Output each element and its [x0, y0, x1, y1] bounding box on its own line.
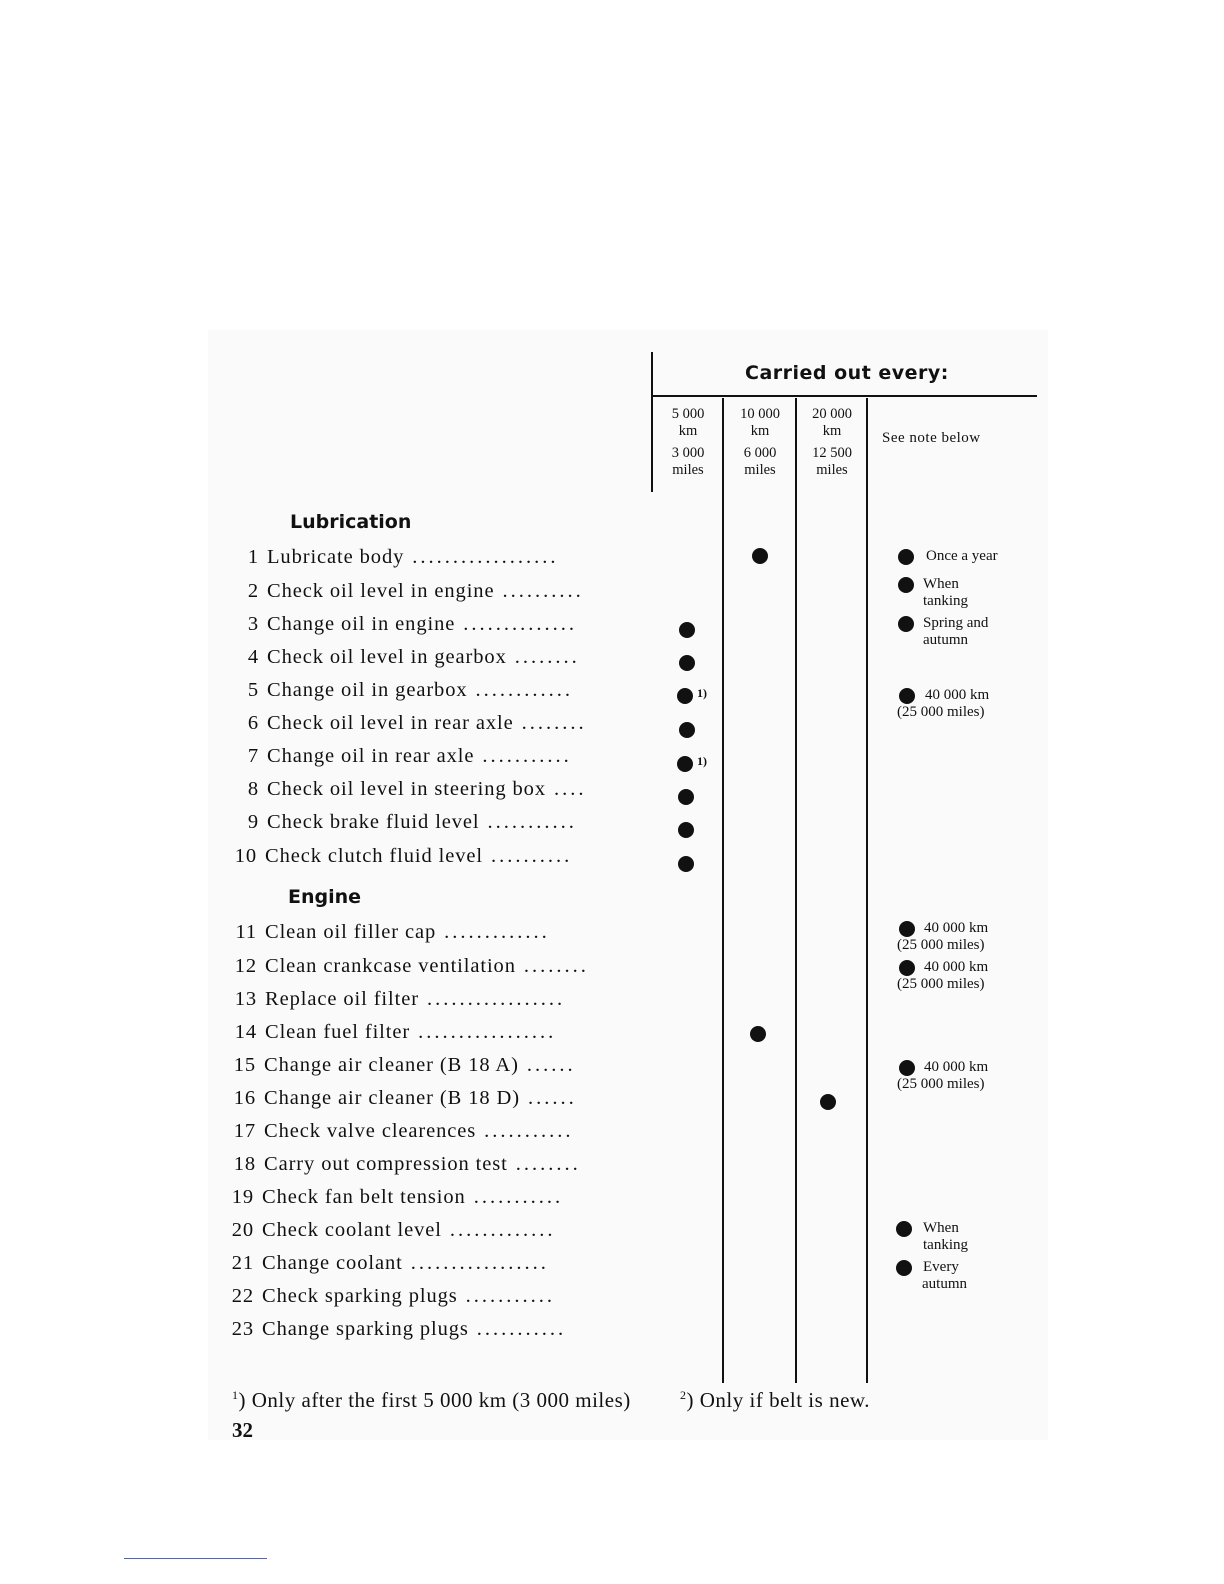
row-leader-dots: ............. [449, 1219, 556, 1241]
row-label: Change air cleaner (B 18 D) [264, 1087, 520, 1109]
row-leader-dots: .......... [502, 580, 584, 602]
footnote-2-mark: 2 [680, 1388, 687, 1402]
table-row [228, 1183, 653, 1211]
column-rule-1 [722, 398, 724, 1383]
row-label: Clean fuel filter [265, 1021, 411, 1043]
table-row [230, 1051, 653, 1079]
table-row [231, 842, 655, 870]
row-leader-dots: ........... [476, 1318, 567, 1340]
row-label: Check coolant level [262, 1219, 442, 1241]
bottom-rule [124, 1558, 267, 1559]
note-line: (25 000 miles) [897, 1076, 985, 1092]
section-title-engine: Engine [288, 886, 362, 908]
table-row [233, 676, 655, 704]
note-when-tanking [898, 576, 1028, 610]
note-bullet [899, 1060, 915, 1076]
interval-mark-5000km [678, 789, 694, 805]
table-header-title: Carried out every: [745, 362, 949, 384]
column-header-5000km [656, 406, 720, 479]
row-leader-dots: ................. [410, 1252, 549, 1274]
table-row [233, 543, 655, 571]
interval-mark-20000km [820, 1094, 836, 1110]
row-label: Replace oil filter [265, 988, 419, 1010]
table-row [231, 952, 653, 980]
row-number: 12 [234, 955, 257, 977]
table-row [233, 742, 655, 770]
row-number: 14 [234, 1021, 257, 1043]
note-once-a-year [898, 548, 1028, 565]
note-bullet [898, 549, 914, 565]
row-label: Change oil in gearbox [267, 679, 468, 701]
table-row [233, 775, 655, 803]
header-left-rule [651, 352, 653, 492]
footnote-ref-1: 1) [697, 686, 707, 700]
row-number: 7 [247, 745, 259, 767]
row-number: 21 [231, 1252, 254, 1274]
row-number: 1 [247, 546, 259, 568]
table-row [231, 918, 653, 946]
interval-mark-5000km [677, 688, 693, 704]
row-leader-dots: ........ [521, 712, 587, 734]
row-label: Change oil in rear axle [267, 745, 475, 767]
section-title-lubrication: Lubrication [290, 511, 412, 533]
column-km-unit: km [678, 423, 698, 439]
note-line: Once a year [926, 548, 998, 564]
row-label: Change air cleaner (B 18 A) [264, 1054, 519, 1076]
interval-mark-5000km [677, 756, 693, 772]
row-number: 13 [234, 988, 257, 1010]
note-line: tanking [923, 1237, 968, 1253]
table-row [230, 1084, 653, 1112]
note-line: When [923, 576, 959, 592]
note-bullet [899, 688, 915, 704]
row-number: 9 [247, 811, 259, 833]
column-km-value: 20 000 [812, 406, 852, 422]
note-line: autumn [922, 1276, 967, 1292]
interval-mark-10000km [752, 548, 768, 564]
table-row [230, 1150, 653, 1178]
note-line: 40 000 km [925, 687, 990, 703]
row-number: 23 [231, 1318, 254, 1340]
row-leader-dots: ............. [444, 921, 550, 943]
note-line: 40 000 km [924, 1059, 989, 1075]
row-number: 6 [247, 712, 259, 734]
interval-mark-5000km [678, 856, 694, 872]
note-line: Spring and [923, 615, 989, 631]
row-label: Check fan belt tension [262, 1186, 466, 1208]
row-leader-dots: .......... [491, 845, 573, 867]
row-leader-dots: ...... [526, 1054, 576, 1076]
column-km-unit: km [750, 423, 770, 439]
column-rule-2 [795, 398, 797, 1383]
column-miles-unit: miles [672, 462, 704, 478]
row-label: Change sparking plugs [262, 1318, 469, 1340]
note-line: (25 000 miles) [897, 704, 985, 720]
table-row [231, 1018, 653, 1046]
table-row [228, 1216, 653, 1244]
note-bullet [896, 1221, 912, 1237]
note-bullet [899, 921, 915, 937]
row-number: 4 [247, 646, 259, 668]
row-number: 22 [231, 1285, 254, 1307]
row-label: Lubricate body [267, 546, 405, 568]
table-row [233, 808, 655, 836]
row-leader-dots: .... [553, 778, 587, 800]
note-bullet [899, 960, 915, 976]
row-label: Check oil level in engine [267, 580, 495, 602]
note-40000km [897, 920, 1027, 954]
note-line: When [923, 1220, 959, 1236]
interval-mark-5000km [679, 655, 695, 671]
row-leader-dots: ............ [475, 679, 574, 701]
table-row [228, 1249, 653, 1277]
row-leader-dots: ........... [487, 811, 577, 833]
row-label: Check clutch fluid level [265, 845, 483, 867]
column-header-20000km [798, 406, 866, 479]
row-number: 5 [247, 679, 259, 701]
note-bullet [896, 1260, 912, 1276]
interval-mark-5000km [679, 722, 695, 738]
note-when-tanking [896, 1220, 1026, 1254]
row-leader-dots: ................. [426, 988, 566, 1010]
footnote-2 [680, 1388, 870, 1413]
row-leader-dots: ...... [527, 1087, 577, 1109]
column-miles-value: 3 000 [671, 445, 705, 461]
interval-mark-5000km [679, 622, 695, 638]
table-row [233, 709, 655, 737]
row-label: Check oil level in steering box [267, 778, 546, 800]
interval-mark-10000km [750, 1026, 766, 1042]
row-label: Check oil level in rear axle [267, 712, 514, 734]
footnote-2-text: ) Only if belt is new. [686, 1388, 870, 1412]
row-leader-dots: .................. [412, 546, 559, 568]
header-bottom-rule [653, 395, 1037, 397]
row-number: 8 [247, 778, 259, 800]
row-label: Clean crankcase ventilation [265, 955, 516, 977]
row-label: Check brake fluid level [267, 811, 480, 833]
footnote-1-text: ) Only after the first 5 000 km (3 000 miles) [238, 1388, 631, 1412]
table-row [233, 577, 655, 605]
row-leader-dots: ........ [514, 646, 580, 668]
table-row [233, 643, 655, 671]
table-row [230, 1117, 653, 1145]
footnote-ref-1: 1) [697, 754, 707, 768]
see-note-header: See note below [882, 430, 981, 446]
table-row [228, 1315, 653, 1343]
row-leader-dots: ........... [465, 1285, 556, 1307]
column-header-10000km [726, 406, 794, 479]
column-miles-unit: miles [816, 462, 848, 478]
note-every-autumn [896, 1259, 1026, 1293]
row-leader-dots: .............. [463, 613, 577, 635]
note-line: (25 000 miles) [897, 937, 985, 953]
column-miles-value: 12 500 [812, 445, 852, 461]
table-row [233, 610, 655, 638]
note-line: (25 000 miles) [897, 976, 985, 992]
column-miles-unit: miles [744, 462, 776, 478]
row-number: 19 [231, 1186, 254, 1208]
row-leader-dots: ........... [473, 1186, 564, 1208]
row-leader-dots: ........ [515, 1153, 581, 1175]
footnote-1 [232, 1388, 631, 1413]
note-40000km [897, 687, 1027, 721]
row-number: 20 [231, 1219, 254, 1241]
row-leader-dots: ........ [523, 955, 589, 977]
row-label: Check sparking plugs [262, 1285, 458, 1307]
column-miles-value: 6 000 [743, 445, 777, 461]
row-number: 18 [233, 1153, 256, 1175]
row-leader-dots: ........... [484, 1120, 574, 1142]
row-label: Carry out compression test [264, 1153, 508, 1175]
note-line: autumn [923, 632, 968, 648]
note-line: tanking [923, 593, 968, 609]
note-40000km [897, 959, 1027, 993]
row-number: 15 [233, 1054, 256, 1076]
row-label: Check valve clearences [264, 1120, 477, 1142]
note-bullet [898, 577, 914, 593]
row-leader-dots: ................. [418, 1021, 557, 1043]
note-spring-autumn [898, 615, 1028, 649]
row-number: 17 [233, 1120, 256, 1142]
column-km-value: 10 000 [740, 406, 780, 422]
row-label: Clean oil filler cap [265, 921, 437, 943]
table-row [228, 1282, 653, 1310]
interval-mark-5000km [678, 822, 694, 838]
column-rule-3 [866, 398, 868, 1383]
note-bullet [898, 616, 914, 632]
note-line: 40 000 km [924, 959, 989, 975]
column-km-value: 5 000 [671, 406, 705, 422]
note-40000km [897, 1059, 1027, 1093]
footnote-1-mark: 1 [232, 1388, 239, 1402]
table-row [231, 985, 653, 1013]
column-km-unit: km [822, 423, 842, 439]
row-number: 2 [247, 580, 259, 602]
row-number: 10 [234, 845, 257, 867]
row-label: Check oil level in gearbox [267, 646, 507, 668]
row-leader-dots: ........... [482, 745, 572, 767]
row-label: Change coolant [262, 1252, 403, 1274]
note-line: 40 000 km [924, 920, 989, 936]
row-label: Change oil in engine [267, 613, 456, 635]
row-number: 16 [233, 1087, 256, 1109]
row-number: 11 [235, 921, 257, 943]
note-line: Every [923, 1259, 959, 1275]
row-number: 3 [247, 613, 259, 635]
page-number: 32 [232, 1418, 253, 1442]
